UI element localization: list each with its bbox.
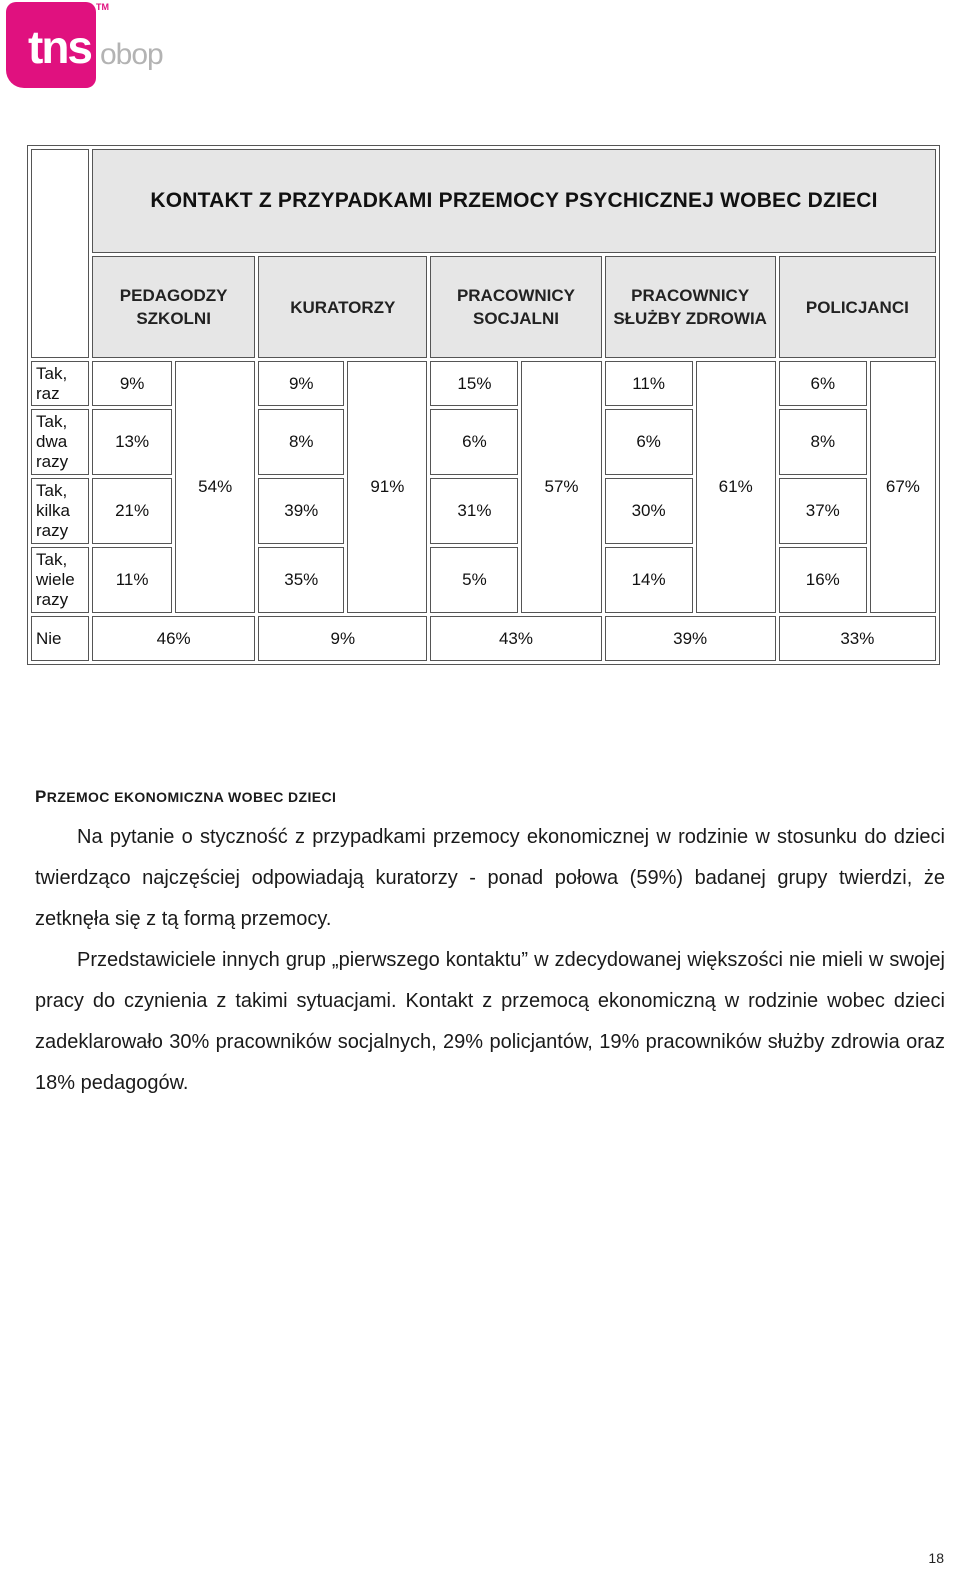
section-heading — [35, 787, 336, 807]
cell-policjanci-dwa: 8% — [779, 409, 867, 475]
logo-brand-text: tns — [28, 21, 91, 73]
cell-pedagodzy-wiele: 11% — [92, 547, 172, 613]
paragraph-1: Na pytanie o styczność z przypadkami przemocy ekonomicznej w rodzinie w stosunku do dzieci twierdząco najczęściej odpowiadają kuratorzy - ponad połowa (59%) badanej grupy twierdzi, że zetknęła się z tą formą przemocy. — [35, 826, 945, 930]
row-label-kilka: Tak, kilka razy — [31, 478, 89, 544]
cell-kuratorzy-dwa: 8% — [258, 409, 344, 475]
violence-contact-table — [27, 145, 940, 665]
table-title: KONTAKT Z PRZYPADKAMI PRZEMOCY PSYCHICZNEJ WOBEC DZIECI — [92, 149, 936, 253]
cell-socjalni-wiele: 5% — [430, 547, 518, 613]
cell-zdrowie-dwa: 6% — [605, 409, 693, 475]
tns-obop-logo — [6, 2, 166, 90]
col-header-zdrowie: PRACOWNICY SŁUŻBY ZDROWIA — [605, 256, 776, 358]
cell-kuratorzy-nie: 9% — [258, 616, 427, 661]
row-label-wiele: Tak, wiele razy — [31, 547, 89, 613]
page-number: 18 — [928, 1550, 944, 1566]
row-label-raz: Tak, raz — [31, 361, 89, 406]
cell-zdrowie-raz: 11% — [605, 361, 693, 406]
cell-kuratorzy-sum: 91% — [347, 361, 427, 613]
row-label-nie: Nie — [31, 616, 89, 661]
cell-zdrowie-sum: 61% — [696, 361, 776, 613]
cell-socjalni-nie: 43% — [430, 616, 601, 661]
logo-suffix-text: obop — [100, 38, 163, 71]
logo-mark — [6, 2, 96, 88]
col-header-socjalni: PRACOWNICY SOCJALNI — [430, 256, 601, 358]
paragraph-2: Przedstawiciele innych grup „pierwszego kontaktu” w zdecydowanej większości nie mieli w swojej pracy do czynienia z takimi sytuacjami. Kontakt z przemocą ekonomiczną w rodzinie wobec dzieci zadeklarowało 30% pracowników socjalnych, 29% policjantów, 19% pracowników służby zdrowia oraz 18% pedagogów. — [35, 949, 945, 1094]
cell-policjanci-nie: 33% — [779, 616, 936, 661]
cell-pedagodzy-raz: 9% — [92, 361, 172, 406]
cell-policjanci-kilka: 37% — [779, 478, 867, 544]
cell-socjalni-sum: 57% — [521, 361, 601, 613]
cell-policjanci-raz: 6% — [779, 361, 867, 406]
cell-pedagodzy-kilka: 21% — [92, 478, 172, 544]
cell-kuratorzy-kilka: 39% — [258, 478, 344, 544]
logo-trademark: TM — [96, 2, 109, 12]
col-header-policjanci: POLICJANCI — [779, 256, 936, 358]
section-heading-initial: P — [35, 787, 47, 806]
cell-zdrowie-wiele: 14% — [605, 547, 693, 613]
cell-zdrowie-nie: 39% — [605, 616, 776, 661]
cell-policjanci-sum: 67% — [870, 361, 936, 613]
cell-socjalni-kilka: 31% — [430, 478, 518, 544]
cell-kuratorzy-raz: 9% — [258, 361, 344, 406]
section-heading-rest: RZEMOC EKONOMICZNA WOBEC DZIECI — [46, 789, 337, 805]
cell-pedagodzy-dwa: 13% — [92, 409, 172, 475]
cell-socjalni-dwa: 6% — [430, 409, 518, 475]
col-header-pedagodzy: PEDAGODZY SZKOLNI — [92, 256, 255, 358]
table-corner-cell — [31, 149, 89, 358]
cell-kuratorzy-wiele: 35% — [258, 547, 344, 613]
row-label-dwa: Tak, dwa razy — [31, 409, 89, 475]
cell-pedagodzy-sum: 54% — [175, 361, 255, 613]
cell-pedagodzy-nie: 46% — [92, 616, 255, 661]
cell-socjalni-raz: 15% — [430, 361, 518, 406]
col-header-kuratorzy: KURATORZY — [258, 256, 427, 358]
cell-policjanci-wiele: 16% — [779, 547, 867, 613]
cell-zdrowie-kilka: 30% — [605, 478, 693, 544]
